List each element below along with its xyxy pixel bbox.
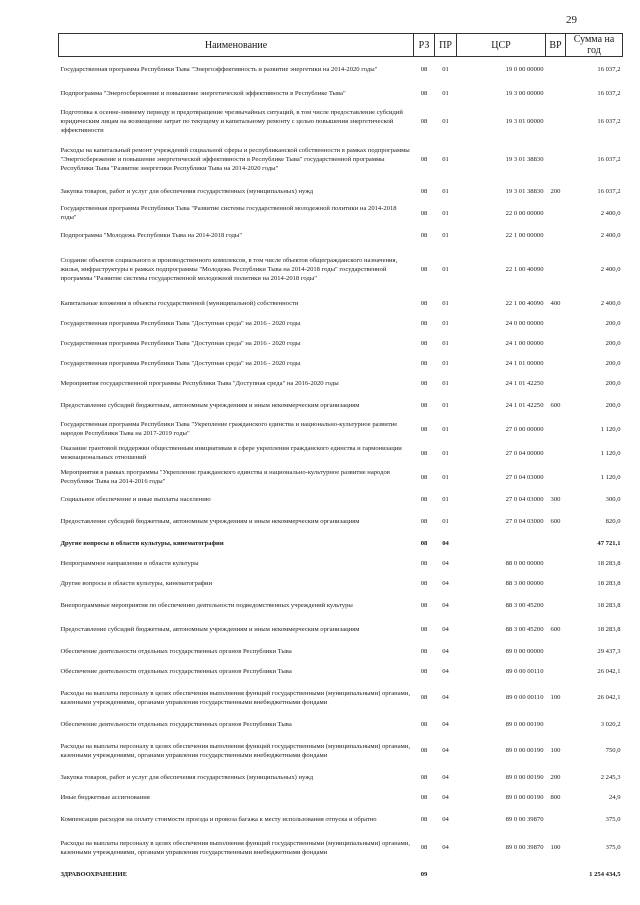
row-pr: 01 (442, 425, 449, 433)
row-csr: 19 0 00 00000 (505, 65, 544, 73)
row-name: Компенсация расходов на оплату стоимости проезда и провоза багажа к месту использования отпуска и обратно (60, 815, 377, 823)
table-row (59, 807, 623, 831)
row-rz: 08 (420, 231, 428, 239)
row-sum: 26 042,1 (597, 667, 621, 675)
row-csr: 22 1 00 40090 (505, 299, 544, 307)
row-vr (546, 373, 566, 393)
table-row (59, 573, 623, 593)
row-name: Другие вопросы в области культуры, кинематографии (60, 579, 213, 587)
table-row (59, 681, 623, 714)
row-name: Расходы на выплаты персоналу в целях обеспечения выполнения функций государственными (муниципальными) органами, казенными учреждениями, органами управления государственными внебюджетными фондами (60, 839, 410, 856)
row-name: Мероприятия государственной программы Республики Тыва "Доступная среда" на 2016-2020 годы (60, 379, 339, 387)
row-csr: 89 0 00 00110 (505, 694, 544, 701)
table-row (59, 417, 623, 441)
row-sum: 16 037,2 (597, 187, 621, 195)
table-row (59, 714, 623, 734)
table-row-section (59, 533, 623, 553)
row-vr (546, 593, 566, 617)
row-rz: 08 (420, 379, 428, 387)
row-name: Иные бюджетные ассигнования (60, 793, 150, 801)
row-rz: 08 (420, 339, 428, 347)
row-sum: 2 400,0 (600, 299, 621, 307)
table-row-section (59, 864, 623, 884)
table-row (59, 617, 623, 641)
row-vr: 200 (550, 187, 561, 195)
row-sum: 2 245,3 (600, 773, 621, 781)
row-name: Другие вопросы в области культуры, кинематографии (60, 539, 224, 547)
row-sum: 1 120,0 (600, 473, 621, 481)
row-vr: 600 (550, 625, 561, 633)
row-vr (546, 533, 566, 553)
table-row (59, 465, 623, 489)
row-sum: 18 283,8 (597, 601, 621, 609)
table-row (59, 441, 623, 465)
row-vr: 600 (550, 517, 561, 525)
row-sum: 3 020,2 (600, 720, 621, 728)
row-csr: 19 3 00 00000 (505, 89, 544, 97)
row-name: Социальное обеспечение и иные выплаты населению (60, 495, 211, 503)
row-pr: 01 (442, 473, 449, 481)
table-row (59, 787, 623, 807)
row-csr: 27 0 04 03000 (505, 495, 544, 503)
table-row (59, 831, 623, 864)
row-vr (546, 81, 566, 105)
row-csr: 88 3 00 45200 (505, 601, 544, 609)
row-pr: 01 (442, 265, 449, 273)
row-sum: 375,0 (605, 844, 621, 851)
table-row (59, 201, 623, 225)
row-name: Обеспечение деятельности отдельных государственных органов Республики Тыва (60, 667, 292, 675)
row-vr (546, 864, 566, 884)
row-pr: 01 (442, 231, 449, 239)
header-pr: ПР (435, 34, 457, 57)
row-name: Предоставление субсидий бюджетным, автономным учреждениям и иным некоммерческим организациям (60, 401, 360, 409)
row-pr: 04 (442, 559, 449, 567)
row-name: Подготовка к осенне-зимнему периоду и предотвращение чрезвычайных ситуаций, в том числе предоставление субсидий юридическим лицам на возмещение затрат по текущему и капитальному ремонту с целью повышения энергетической эффективности (60, 109, 403, 134)
row-pr: 04 (442, 647, 449, 655)
row-rz: 08 (420, 401, 428, 409)
row-rz: 08 (420, 449, 428, 457)
row-sum: 26 042,1 (597, 694, 621, 701)
row-vr (546, 417, 566, 441)
row-rz: 08 (420, 747, 428, 754)
table-row (59, 593, 623, 617)
row-pr (435, 864, 457, 884)
table-row (59, 489, 623, 509)
row-csr: 22 0 00 00000 (505, 209, 544, 217)
row-sum: 200,0 (605, 319, 621, 327)
row-csr: 19 3 01 38830 (505, 156, 544, 163)
row-pr: 01 (442, 118, 449, 125)
table-row (59, 181, 623, 201)
row-rz: 08 (420, 625, 428, 633)
row-pr: 01 (442, 299, 449, 307)
row-vr: 100 (550, 694, 561, 701)
row-vr (546, 661, 566, 681)
row-csr: 24 0 00 00000 (505, 319, 544, 327)
table-row (59, 245, 623, 293)
row-rz: 08 (420, 299, 428, 307)
row-rz: 08 (420, 118, 428, 125)
header-csr: ЦСР (457, 34, 546, 57)
header-rz: РЗ (414, 34, 435, 57)
row-csr: 88 3 00 45200 (505, 625, 544, 633)
row-sum: 1 120,0 (600, 449, 621, 457)
row-csr: 89 0 00 00000 (505, 647, 544, 655)
row-sum: 18 283,8 (597, 559, 621, 567)
row-rz: 08 (420, 601, 428, 609)
row-name: Государственная программа Республики Тыва "Энергоэффективность и развитие энергетики на 2014-2020 годы" (60, 65, 378, 73)
row-pr: 01 (442, 379, 449, 387)
row-pr: 04 (442, 747, 449, 754)
row-vr (546, 245, 566, 293)
row-vr (546, 641, 566, 661)
row-name: Предоставление субсидий бюджетным, автономным учреждениям и иным некоммерческим организациям (60, 625, 360, 633)
row-name: Подпрограмма "Молодежь Республики Тыва на 2014-2018 годы" (60, 231, 243, 239)
row-name: Оказание грантовой поддержки общественным инициативам в сфере укрепления гражданского единства и гармонизации межнациональных отношений (60, 445, 402, 461)
row-pr: 04 (442, 625, 449, 633)
row-vr: 200 (550, 773, 561, 781)
row-sum: 300,0 (605, 495, 621, 503)
row-rz: 08 (420, 793, 428, 801)
row-rz: 08 (420, 517, 428, 525)
table-header-row (59, 34, 623, 57)
row-vr: 300 (550, 495, 561, 503)
row-pr: 01 (442, 209, 449, 217)
row-pr: 01 (442, 156, 449, 163)
row-sum: 1 254 434,5 (589, 870, 621, 878)
row-rz: 08 (420, 209, 428, 217)
row-name: Подпрограмма "Энергосбережение и повышение энергетической эффективности в Республике Тыва" (60, 89, 346, 97)
row-sum: 16 037,2 (597, 65, 621, 73)
row-sum: 16 037,2 (597, 89, 621, 97)
row-vr (546, 353, 566, 373)
row-vr (546, 313, 566, 333)
row-pr: 04 (442, 720, 449, 728)
row-csr: 27 0 04 03000 (505, 473, 544, 481)
row-rz: 08 (420, 694, 428, 701)
row-rz: 08 (420, 720, 428, 728)
table-row (59, 333, 623, 353)
row-name: Обеспечение деятельности отдельных государственных органов Республики Тыва (60, 647, 292, 655)
header-sum: Сумма на год (566, 34, 623, 57)
row-name: Расходы на выплаты персоналу в целях обеспечения выполнения функций государственными (муниципальными) органами, казенными учреждениями, органами управления государственными внебюджетными фондами (60, 742, 410, 759)
row-csr: 24 1 01 42250 (505, 401, 544, 409)
row-pr: 04 (442, 601, 449, 609)
row-csr: 27 0 04 03000 (505, 517, 544, 525)
row-sum: 1 120,0 (600, 425, 621, 433)
row-vr (546, 553, 566, 573)
row-pr: 01 (442, 65, 449, 73)
row-sum: 16 037,2 (597, 156, 621, 163)
row-vr (546, 138, 566, 181)
row-name: Государственная программа Республики Тыва "Доступная среда" на 2016 - 2020 годы (60, 339, 301, 347)
row-rz: 08 (420, 844, 428, 851)
row-rz: 08 (420, 647, 428, 655)
table-row (59, 57, 623, 82)
row-sum: 18 283,8 (597, 625, 621, 633)
row-csr: 88 0 00 00000 (505, 559, 544, 567)
row-pr: 01 (442, 495, 449, 503)
row-vr: 400 (550, 299, 561, 307)
row-rz: 08 (420, 265, 428, 273)
row-csr: 89 0 00 00190 (505, 793, 544, 801)
table-row (59, 767, 623, 787)
row-sum: 200,0 (605, 359, 621, 367)
row-name: Закупка товаров, работ и услуг для обеспечения государственных (муниципальных) нужд (60, 187, 314, 195)
row-rz: 08 (420, 65, 428, 73)
row-csr: 19 3 01 00000 (505, 118, 544, 125)
header-name: Наименование (59, 34, 414, 57)
row-rz: 08 (420, 773, 428, 781)
row-name: Непрограммное направление в области культуры (60, 559, 199, 567)
row-pr: 04 (442, 579, 449, 587)
row-pr: 04 (442, 844, 449, 851)
row-csr: 89 0 00 00190 (505, 773, 544, 781)
row-csr: 88 3 00 00000 (505, 579, 544, 587)
row-sum: 820,0 (605, 517, 621, 525)
page-number: 29 (566, 14, 577, 26)
row-name: Государственная программа Республики Тыва "Развитие системы государственной молодежной политики на 2014-2018 годы" (60, 205, 397, 221)
row-pr: 01 (442, 401, 449, 409)
row-sum: 24,9 (608, 793, 621, 801)
row-csr: 89 0 00 39870 (505, 844, 544, 851)
row-sum: 2 400,0 (600, 231, 621, 239)
table-row (59, 313, 623, 333)
row-rz: 08 (420, 187, 428, 195)
table-row (59, 553, 623, 573)
table-row (59, 81, 623, 105)
row-pr: 04 (442, 694, 449, 701)
table-row (59, 661, 623, 681)
table-row (59, 734, 623, 767)
table-row (59, 353, 623, 373)
table-row (59, 373, 623, 393)
row-vr (546, 225, 566, 245)
table-row (59, 225, 623, 245)
row-csr (457, 864, 546, 884)
table-row (59, 138, 623, 181)
row-vr: 100 (550, 747, 561, 754)
row-pr: 01 (442, 319, 449, 327)
row-sum: 47 721,1 (597, 539, 621, 547)
row-vr (546, 573, 566, 593)
row-rz: 08 (420, 815, 428, 823)
row-rz: 08 (420, 156, 428, 163)
header-vr: ВР (546, 34, 566, 57)
row-csr: 22 1 00 00000 (505, 231, 544, 239)
row-vr (546, 441, 566, 465)
row-sum: 200,0 (605, 401, 621, 409)
row-name: Расходы на капитальный ремонт учреждений социальной сферы и республиканской собственности в рамках подпрограммы "Энергосбережение и повышение энергетической эффективности в Республике Тыва" государственной программы Республики Тыва "Развитие энергетики Республики Тыва на 2014-2020 годы" (60, 147, 410, 172)
row-name: Закупка товаров, работ и услуг для обеспечения государственных (муниципальных) нужд (60, 773, 314, 781)
row-pr: 04 (442, 793, 449, 801)
row-csr: 89 0 00 00190 (505, 720, 544, 728)
row-name: Капитальные вложения в объекты государственной (муниципальной) собственности (60, 299, 299, 307)
row-csr: 89 0 00 00110 (505, 667, 544, 675)
row-rz: 08 (420, 559, 428, 567)
row-name: Внепрограммные мероприятия по обеспечению деятельности подведомственных учреждений культуры (60, 601, 353, 609)
table-row (59, 393, 623, 417)
row-name: Государственная программа Республики Тыва "Доступная среда" на 2016 - 2020 годы (60, 319, 301, 327)
row-pr: 01 (442, 89, 449, 97)
row-rz: 08 (420, 579, 428, 587)
row-rz: 08 (420, 425, 428, 433)
row-pr: 01 (442, 359, 449, 367)
row-pr: 04 (442, 667, 449, 675)
row-csr: 89 0 00 39870 (505, 815, 544, 823)
row-vr (546, 807, 566, 831)
row-vr: 600 (550, 401, 561, 409)
row-vr (546, 465, 566, 489)
row-name: Государственная программа Республики Тыва "Доступная среда" на 2016 - 2020 годы (60, 359, 301, 367)
table-row (59, 509, 623, 533)
row-csr: 89 0 00 00190 (505, 747, 544, 754)
row-rz: 08 (420, 495, 428, 503)
row-rz: 08 (420, 667, 428, 675)
row-pr: 01 (442, 339, 449, 347)
row-sum: 18 283,8 (597, 579, 621, 587)
row-vr (546, 714, 566, 734)
row-csr: 22 1 00 40090 (505, 265, 544, 273)
row-sum: 16 037,2 (597, 118, 621, 125)
row-name: Обеспечение деятельности отдельных государственных органов Республики Тыва (60, 720, 292, 728)
row-vr (546, 201, 566, 225)
row-vr: 800 (550, 793, 561, 801)
row-sum: 2 400,0 (600, 265, 621, 273)
row-rz: 08 (420, 473, 428, 481)
row-vr (546, 57, 566, 82)
row-rz: 08 (420, 539, 428, 547)
row-csr (457, 533, 546, 553)
row-name: Мероприятия в рамках программы "Укрепление гражданского единства и национально-культурное развитие народов Республики Тыва на 2014-2016 годы" (60, 469, 390, 485)
row-sum: 750,0 (605, 747, 621, 754)
row-sum: 200,0 (605, 379, 621, 387)
row-rz: 08 (420, 359, 428, 367)
row-name: Государственная программа Республики Тыва "Укрепление гражданского единства и национально-культурное развитие народов Республики Тыва на 2017-2019 годы" (60, 421, 398, 437)
row-csr: 24 1 01 00000 (505, 359, 544, 367)
row-name: ЗДРАВООХРАНЕНИЕ (60, 870, 128, 878)
row-rz: 08 (420, 89, 428, 97)
table-row (59, 105, 623, 138)
table-row (59, 641, 623, 661)
table-row (59, 293, 623, 313)
row-pr: 01 (442, 449, 449, 457)
row-vr (546, 333, 566, 353)
row-csr: 24 1 00 00000 (505, 339, 544, 347)
budget-table (58, 33, 623, 884)
row-pr: 01 (442, 517, 449, 525)
row-vr: 100 (550, 844, 561, 851)
row-sum: 200,0 (605, 339, 621, 347)
row-sum: 375,0 (605, 815, 621, 823)
row-csr: 24 1 01 42250 (505, 379, 544, 387)
row-sum: 29 437,3 (597, 647, 621, 655)
row-sum: 2 400,0 (600, 209, 621, 217)
row-pr: 01 (442, 187, 449, 195)
row-rz: 09 (420, 870, 428, 878)
row-csr: 27 0 04 00000 (505, 449, 544, 457)
row-name: Предоставление субсидий бюджетным, автономным учреждениям и иным некоммерческим организациям (60, 517, 360, 525)
row-csr: 19 3 01 38830 (505, 187, 544, 195)
row-vr (546, 105, 566, 138)
row-name: Создание объектов социального и производственного комплексов, в том числе объектов общегражданского назначения, жилья, инфраструктуры в рамках подпрограммы "Молодежь Республики Тыва на 2014-2018 годы" государственной программы "Развитие системы государственной молодежной политики на 2014-2018 годы" (60, 256, 398, 282)
row-rz: 08 (420, 319, 428, 327)
row-pr: 04 (442, 539, 449, 547)
row-csr: 27 0 00 00000 (505, 425, 544, 433)
row-pr: 04 (442, 773, 449, 781)
row-name: Расходы на выплаты персоналу в целях обеспечения выполнения функций государственными (муниципальными) органами, казенными учреждениями, органами управления государственными внебюджетными фондами (60, 689, 410, 706)
row-pr: 04 (442, 815, 449, 823)
